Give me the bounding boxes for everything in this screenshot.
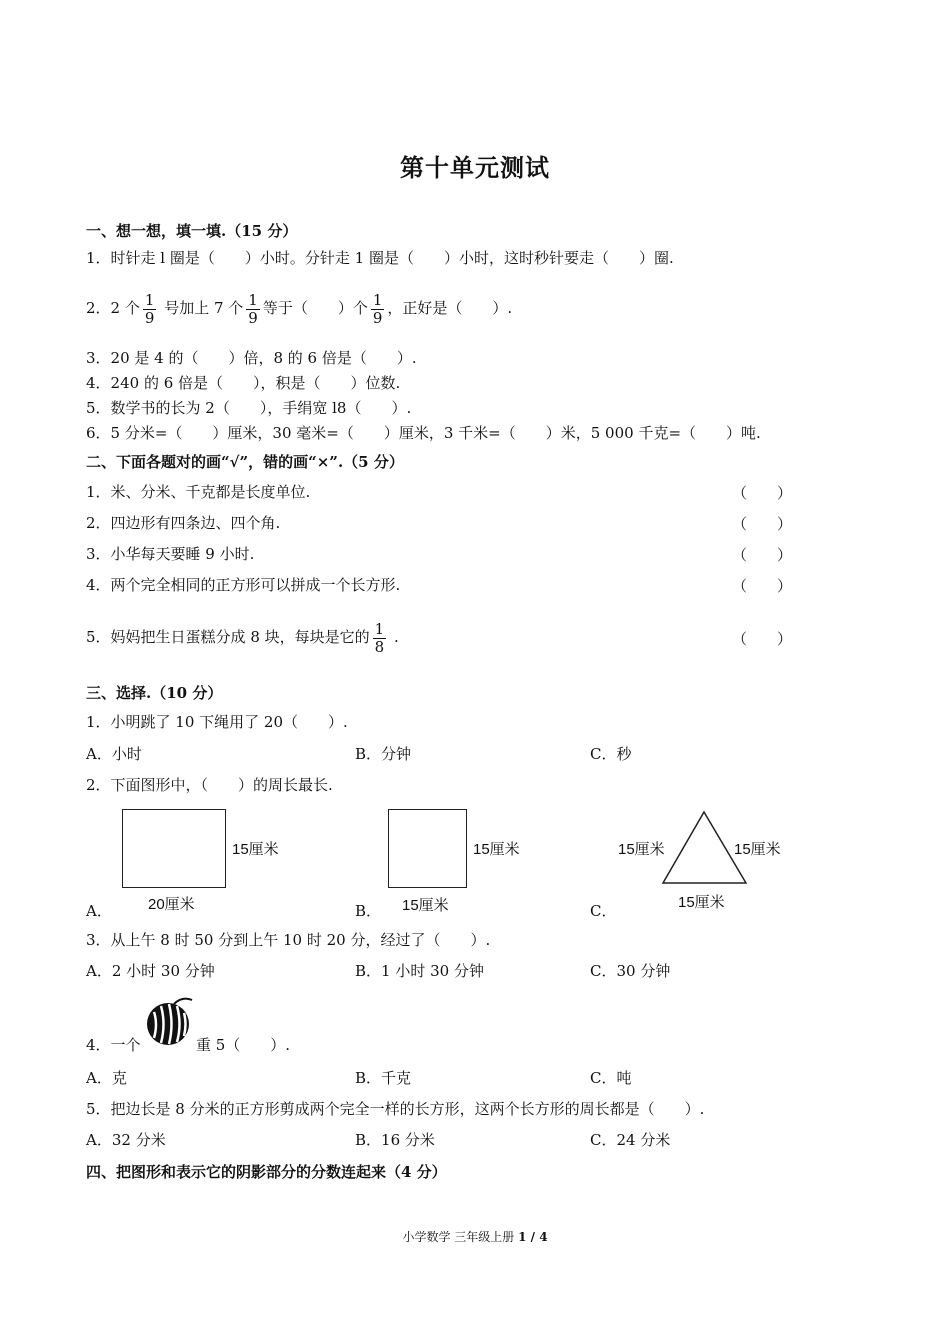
option-a: A．克 — [86, 1069, 127, 1087]
option-c: C．吨 — [590, 1069, 632, 1087]
s1-question-3: 3．20 是 4 的（ ）倍，8 的 6 倍是（ ）. — [86, 349, 417, 367]
option-b: B． — [355, 902, 382, 920]
answer-parenthesis: （ ） — [732, 577, 793, 595]
option-a: A．小时 — [86, 745, 142, 763]
option-c: C． — [590, 902, 617, 920]
rectangle-bottom-label: 20厘米 — [148, 896, 195, 913]
section-2-heading: 二、下面各题对的画“√”，错的画“×”.（5 分） — [86, 453, 404, 471]
option-a: A．2 小时 30 分钟 — [86, 962, 215, 980]
s1-question-6: 6．5 分米=（ ）厘米，30 毫米=（ ）厘米，3 千米=（ ）米，5 000 千克=（ ）吨. — [86, 424, 761, 442]
fraction-one-ninth: $\frac{1}{9}$ — [144, 290, 155, 327]
fraction-one-eighth: $\frac{1}{8}$ — [374, 619, 385, 656]
option-c: C．30 分钟 — [590, 962, 671, 980]
option-b: B．16 分米 — [355, 1131, 435, 1149]
triangle-right-label: 15厘米 — [734, 841, 781, 858]
s1-question-1: 1．时针走 l 圈是（ ）小时。分针走 1 圈是（ ）小时，这时秒针要走（ ）圈. — [86, 249, 674, 267]
page-number: 1 / 4 — [518, 1230, 548, 1244]
s3-question-2: 2．下面图形中，（ ）的周长最长. — [86, 776, 333, 794]
s2-item-1: 1．米、分米、千克都是长度单位. — [86, 483, 311, 501]
square-bottom-label: 15厘米 — [402, 897, 449, 914]
page-footer — [0, 1228, 950, 1245]
section-3-heading: 三、选择.（10 分） — [86, 684, 223, 702]
option-c: C．24 分米 — [590, 1131, 671, 1149]
square-figure — [388, 809, 467, 888]
answer-parenthesis: （ ） — [732, 630, 793, 648]
s1-question-4: 4．240 的 6 倍是（ ），积是（ ）位数. — [86, 374, 401, 392]
option-b: B．1 小时 30 分钟 — [355, 962, 484, 980]
s3-question-4-prefix: 4．一个 — [86, 1036, 141, 1054]
watermelon-icon — [144, 996, 196, 1048]
s3-question-5: 5．把边长是 8 分米的正方形剪成两个完全一样的长方形，这两个长方形的周长都是（ ）. — [86, 1100, 705, 1118]
section-1-heading: 一、想一想，填一填.（15 分） — [86, 222, 298, 240]
s3-question-4-suffix: 重 5（ ）. — [196, 1036, 291, 1054]
s3-question-1: 1．小明跳了 10 下绳用了 20（ ）. — [86, 713, 348, 731]
s1-question-5: 5．数学书的长为 2（ ），手绢宽 l8（ ）. — [86, 399, 412, 417]
footer-text: 小学数学 三年级上册 — [402, 1230, 515, 1244]
option-c: C．秒 — [590, 745, 632, 763]
option-a: A． — [86, 902, 112, 920]
triangle-left-label: 15厘米 — [618, 841, 665, 858]
section-4-heading: 四、把图形和表示它的阴影部分的分数连起来（4 分） — [86, 1163, 447, 1181]
s3-question-3: 3．从上午 8 时 50 分到上午 10 时 20 分，经过了（ ）. — [86, 931, 491, 949]
s1-question-2: 2．2 个 $\frac{1}{9}$ 号加上 7 个 $\frac{1}{9}$ 等于（ ）个 $\frac{1}{9}$ ，正好是（ ）. — [86, 290, 513, 327]
triangle-bottom-label: 15厘米 — [678, 894, 725, 911]
option-a: A．32 分米 — [86, 1131, 166, 1149]
answer-parenthesis: （ ） — [732, 515, 793, 533]
option-b: B．千克 — [355, 1069, 412, 1087]
square-side-label: 15厘米 — [473, 841, 520, 858]
s2-item-5: 5．妈妈把生日蛋糕分成 8 块，每块是它的 $\frac{1}{8}$ . — [86, 619, 399, 656]
page-title: 第十单元测试 — [400, 153, 550, 182]
rectangle-side-label: 15厘米 — [232, 841, 279, 858]
fraction-one-ninth: $\frac{1}{9}$ — [372, 290, 383, 327]
s2-item-3: 3．小华每天要睡 9 小时. — [86, 545, 255, 563]
s2-item-2: 2．四边形有四条边、四个角. — [86, 514, 281, 532]
answer-parenthesis: （ ） — [732, 484, 793, 502]
s2-item-4: 4．两个完全相同的正方形可以拼成一个长方形. — [86, 576, 401, 594]
fraction-one-ninth: $\frac{1}{9}$ — [248, 290, 258, 327]
answer-parenthesis: （ ） — [732, 546, 793, 564]
option-b: B．分钟 — [355, 745, 412, 763]
rectangle-figure — [122, 809, 226, 888]
